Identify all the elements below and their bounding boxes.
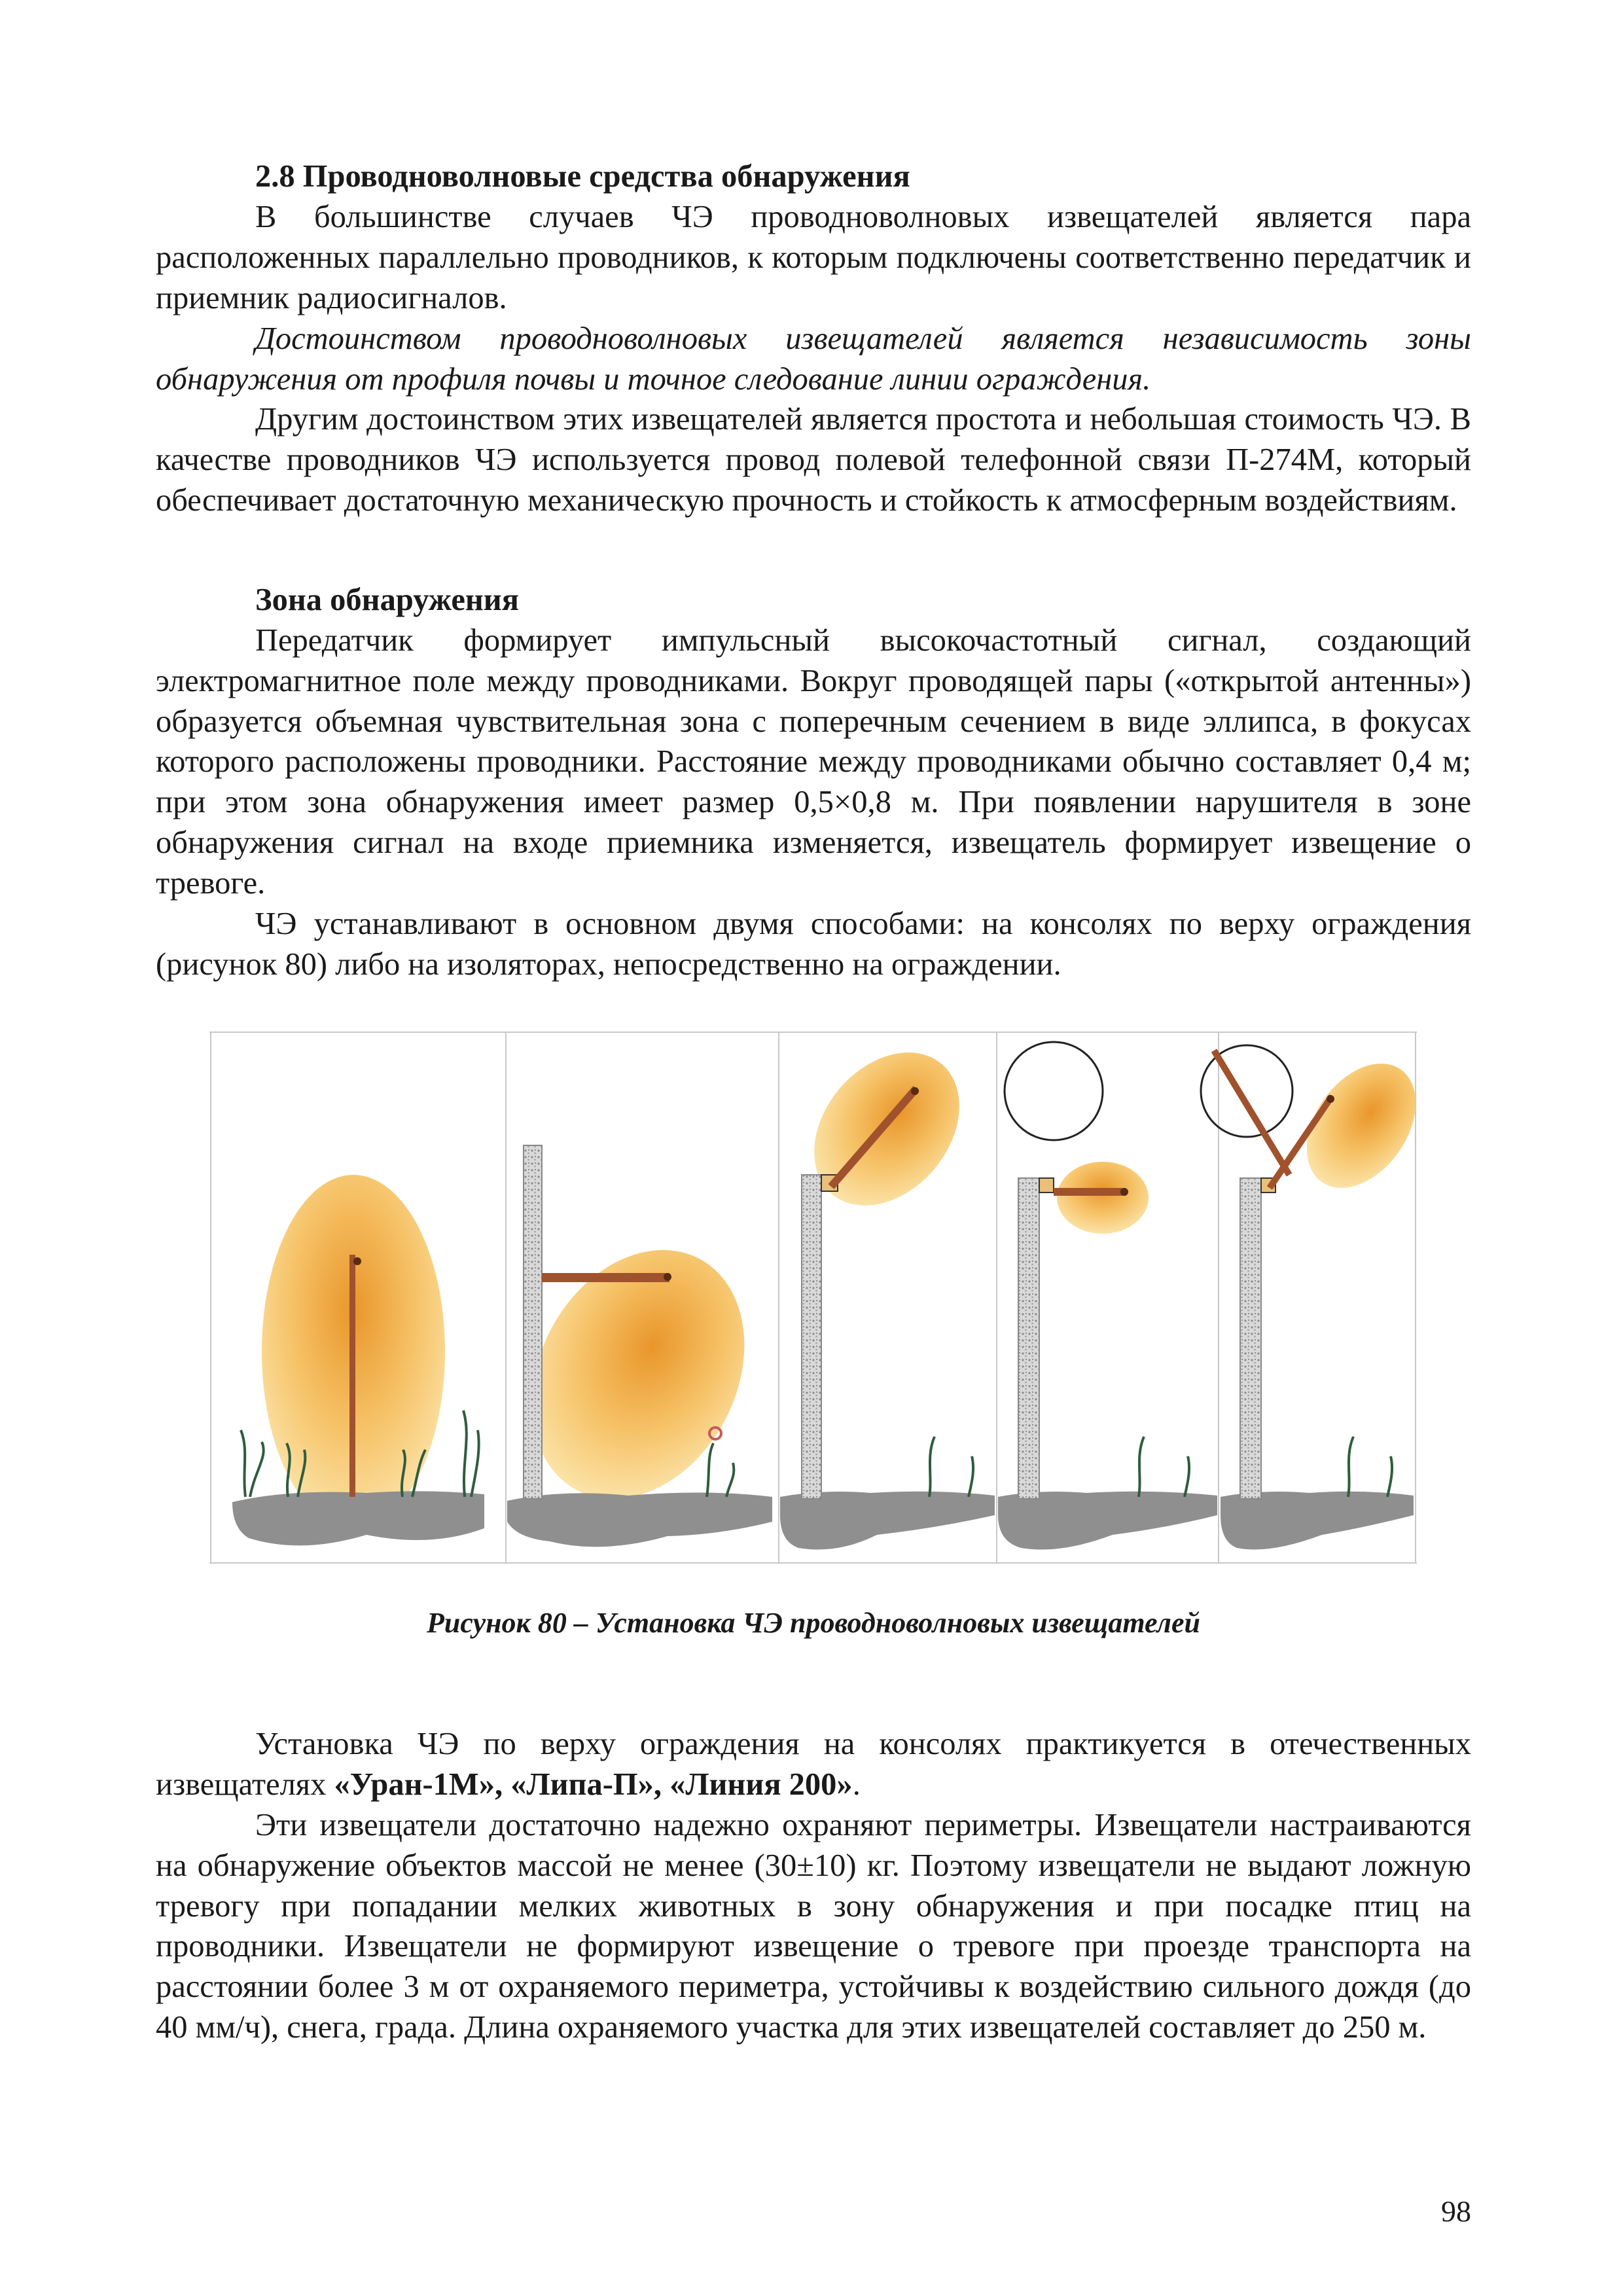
paragraph: ЧЭ устанавливают в основном двумя способами: на консолях по верху ограждения (рисунок 80) либо на изоляторах, непосредственно на ограждении. bbox=[156, 906, 1471, 982]
page-number: 98 bbox=[1441, 2195, 1471, 2228]
product-names: «Уран-1М», «Липа-П», «Линия 200» bbox=[334, 1767, 853, 1802]
panel-freestanding-post bbox=[232, 1175, 484, 1545]
figure-80-illustration bbox=[209, 1031, 1417, 1564]
paragraph: В большинстве случаев ЧЭ проводноволновых извещателей является пара расположенных параллельно проводников, к которым подключены соответственно передатчик и приемник радиосигналов. bbox=[156, 200, 1471, 315]
paragraph bbox=[156, 1724, 1471, 1805]
panel-barbed-wire-horizontal bbox=[998, 1042, 1217, 1550]
panel-barbed-wire-inclined bbox=[1201, 1043, 1417, 1550]
paragraph: Эти извещатели достаточно надежно охраняют периметры. Извещатели настраиваются на обнаружение объектов массой не менее (30±10) кг. Поэтому извещатели не выдают ложную тревогу при попадании мелких животных в зону обнаружения и при посадке птиц на проводники. Извещатели не формируют извещение о тревоге при проезде транспорта на расстоянии более 3 м от охраняемого периметра, устойчивы к воздействию сильного дождя (до 40 мм/ч), снега, града. Длина охраняемого участка для этих извещателей составляет до 250 м. bbox=[156, 1808, 1471, 2045]
subsection-heading: Зона обнаружения bbox=[255, 583, 519, 617]
figure-caption: Рисунок 80 – Установка ЧЭ проводноволновых извещателей bbox=[427, 1607, 1200, 1639]
panel-inclined-console bbox=[780, 1031, 995, 1550]
text-span: Установка ЧЭ по верху ограждения на консолях практикуется в отечественных извещателях bbox=[156, 1727, 1471, 1802]
paragraph: Передатчик формирует импульсный высокочастотный сигнал, создающий электромагнитное поле между проводниками. Вокруг проводящей пары («открытой антенны») образуется объемная чувствительная зона с поперечным сечением в виде эллипса, в фокусах которого расположены проводники. Расстояние между проводниками обычно составляет 0,4 м; при этом зона обнаружения имеет размер 0,5×0,8 м. При появлении нарушителя в зоне обнаружения сигнал на входе приемника изменяется, извещатель формирует извещение о тревоге. bbox=[156, 623, 1471, 901]
italic-paragraph: Достоинством проводноволновых извещателей является независимость зоны обнаружения от профиля почвы и точное следование линии ограждения. bbox=[156, 321, 1471, 397]
paragraph: Другим достоинством этих извещателей является простота и небольшая стоимость ЧЭ. В качестве проводников ЧЭ используется провод полевой телефонной связи П-274М, который обеспечивает достаточную механическую прочность и стойкость к атмосферным воздействиям. bbox=[156, 402, 1471, 518]
text-span: . bbox=[852, 1767, 861, 1802]
panel-console-on-fence bbox=[490, 1145, 787, 1547]
section-heading: 2.8 Проводноволновые средства обнаружения bbox=[255, 159, 910, 194]
